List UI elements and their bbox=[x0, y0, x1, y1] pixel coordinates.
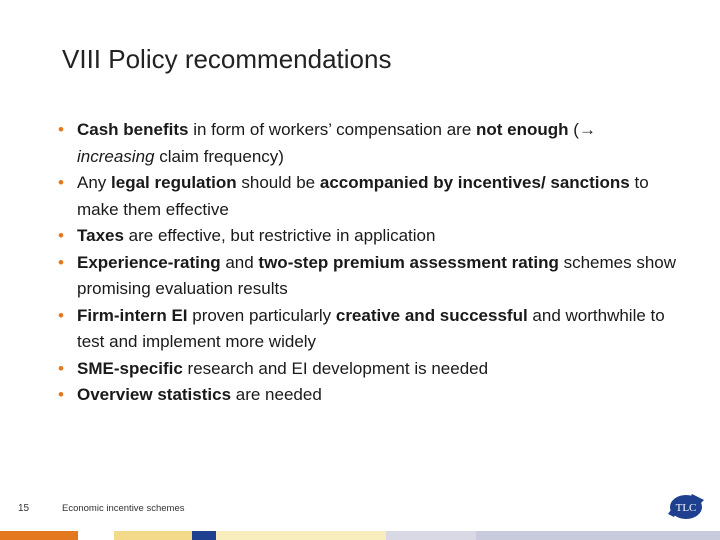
bullet-text-run: Any bbox=[77, 173, 112, 192]
bar-segment bbox=[78, 531, 114, 540]
bullet-text-run: accompanied by incentives/ sanctions bbox=[319, 173, 630, 192]
logo-icon bbox=[664, 490, 708, 524]
bullet-text-run: should be bbox=[236, 173, 320, 192]
bullet-text-run: two-step premium assessment rating bbox=[258, 252, 559, 272]
bullet-marker: • bbox=[58, 358, 64, 378]
bullet-text-run: schemes show promising evaluation results bbox=[77, 252, 677, 298]
bar-segment bbox=[476, 531, 720, 540]
bullet-item bbox=[58, 250, 678, 303]
bullet-text-run: ( bbox=[568, 120, 579, 139]
bar-segment bbox=[386, 531, 476, 540]
bullet-marker: • bbox=[58, 305, 64, 325]
bullet-text-run: Cash benefits bbox=[77, 120, 189, 139]
bullet-text-run: Experience-rating bbox=[77, 252, 221, 272]
logo-text: TLC bbox=[675, 502, 697, 514]
bar-segment bbox=[192, 531, 216, 540]
bullet-item bbox=[58, 303, 678, 356]
bullet-text-run: Overview statistics bbox=[77, 385, 232, 404]
arrow-icon: → bbox=[578, 120, 596, 139]
bottom-color-bar bbox=[0, 531, 720, 540]
bullet-marker: • bbox=[58, 173, 64, 192]
bullet-text-run: are effective, but restrictive in application bbox=[123, 226, 436, 245]
bullet-text-run: not enough bbox=[476, 120, 569, 139]
page-number: 15 bbox=[18, 503, 30, 514]
bullet-marker: • bbox=[58, 252, 64, 272]
bar-segment bbox=[114, 531, 192, 540]
bullet-text-run: Taxes bbox=[77, 226, 124, 245]
bullet-text-run: and worthwhile to test and implement more widely bbox=[77, 305, 665, 351]
bullet-item bbox=[58, 223, 678, 250]
bullet-text-run: claim frequency) bbox=[154, 146, 284, 166]
bullet-text-run: proven particularly bbox=[187, 305, 336, 325]
bullet-marker: • bbox=[58, 385, 64, 404]
bar-segment bbox=[216, 531, 386, 540]
bullet-text-run: Firm-intern EI bbox=[77, 305, 188, 325]
bullet-text-run: legal regulation bbox=[111, 173, 237, 192]
bullet-text-run: are needed bbox=[231, 385, 322, 404]
bullet-text-run: to make them effective bbox=[77, 173, 649, 219]
bullet-item bbox=[58, 382, 678, 409]
bullet-list bbox=[58, 117, 678, 409]
footer-text: Economic incentive schemes bbox=[62, 503, 185, 514]
bullet-text-run: in form of workers’ compensation are bbox=[188, 120, 477, 139]
bullet-item bbox=[58, 356, 678, 383]
bullet-marker: • bbox=[58, 226, 64, 245]
bar-segment bbox=[0, 531, 78, 540]
bullet-item bbox=[58, 117, 678, 170]
bullet-text-run: increasing bbox=[77, 146, 155, 166]
bullet-text-run: creative and successful bbox=[335, 305, 528, 325]
bullet-item bbox=[58, 170, 678, 223]
slide-title: VIII Policy recommendations bbox=[62, 44, 392, 74]
bullet-text-run: and bbox=[220, 252, 259, 272]
bullet-text-run: research and EI development is needed bbox=[182, 358, 489, 378]
bullet-text-run: SME-specific bbox=[77, 358, 183, 378]
bullet-marker: • bbox=[58, 120, 64, 139]
